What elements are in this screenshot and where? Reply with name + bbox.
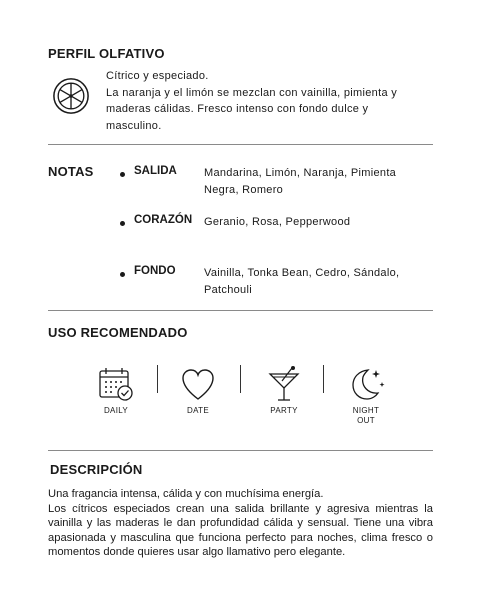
usage-heading: USO RECOMENDADO — [48, 325, 188, 340]
usage-item-night-out — [336, 366, 396, 426]
bullet-icon — [120, 272, 125, 277]
vertical-divider — [157, 365, 158, 393]
citrus-slice-icon — [52, 77, 90, 115]
divider — [48, 450, 433, 451]
description-body — [48, 487, 433, 560]
note-label: FONDO — [134, 265, 176, 277]
usage-label: DATE — [187, 406, 209, 415]
calendar-check-icon — [96, 366, 136, 402]
description-intro: Una fragancia intensa, cálida y con muchísima energía. — [48, 488, 324, 500]
bullet-icon — [120, 172, 125, 177]
description-detail: Los cítricos especiados crean una salida brillante y agresiva mientras la vainilla y las maderas le dan profundidad cálida y sensual. Tiene una vibra apasionada y masculina que funciona perfecto para noches, clima fresco o momentos donde quieres usar algo llamativo pero elegante. — [48, 502, 433, 559]
usage-item-date — [168, 366, 228, 416]
note-label: SALIDA — [134, 165, 177, 177]
usage-label: PARTY — [270, 406, 298, 415]
note-value: Geranio, Rosa, Pepperwood — [204, 216, 351, 228]
usage-item-daily — [86, 366, 146, 416]
divider — [48, 310, 433, 311]
notes-heading: NOTAS — [48, 164, 94, 179]
profile-heading: PERFIL OLFATIVO — [48, 46, 165, 61]
bullet-icon — [120, 221, 125, 226]
note-value: Vainilla, Tonka Bean, Cedro, Sándalo, Patchouli — [204, 267, 400, 296]
description-heading: DESCRIPCIÓN — [50, 462, 143, 477]
heart-icon — [178, 366, 218, 402]
vertical-divider — [323, 365, 324, 393]
moon-stars-icon — [346, 366, 386, 402]
profile-detail: La naranja y el limón se mezclan con vainilla, pimienta y maderas cálidas. Fresco intenso con fondo dulce y masculino. — [106, 86, 398, 132]
cocktail-icon — [264, 366, 304, 402]
vertical-divider — [240, 365, 241, 393]
note-label: CORAZÓN — [134, 214, 193, 226]
usage-label: DAILY — [103, 406, 129, 415]
usage-item-party — [254, 366, 314, 416]
profile-description — [106, 68, 426, 134]
profile-summary: Cítrico y especiado. — [106, 70, 209, 82]
divider — [48, 144, 433, 145]
usage-label: NIGHT OUT — [352, 406, 380, 425]
note-value: Mandarina, Limón, Naranja, Pimienta Negra, Romero — [204, 167, 397, 196]
